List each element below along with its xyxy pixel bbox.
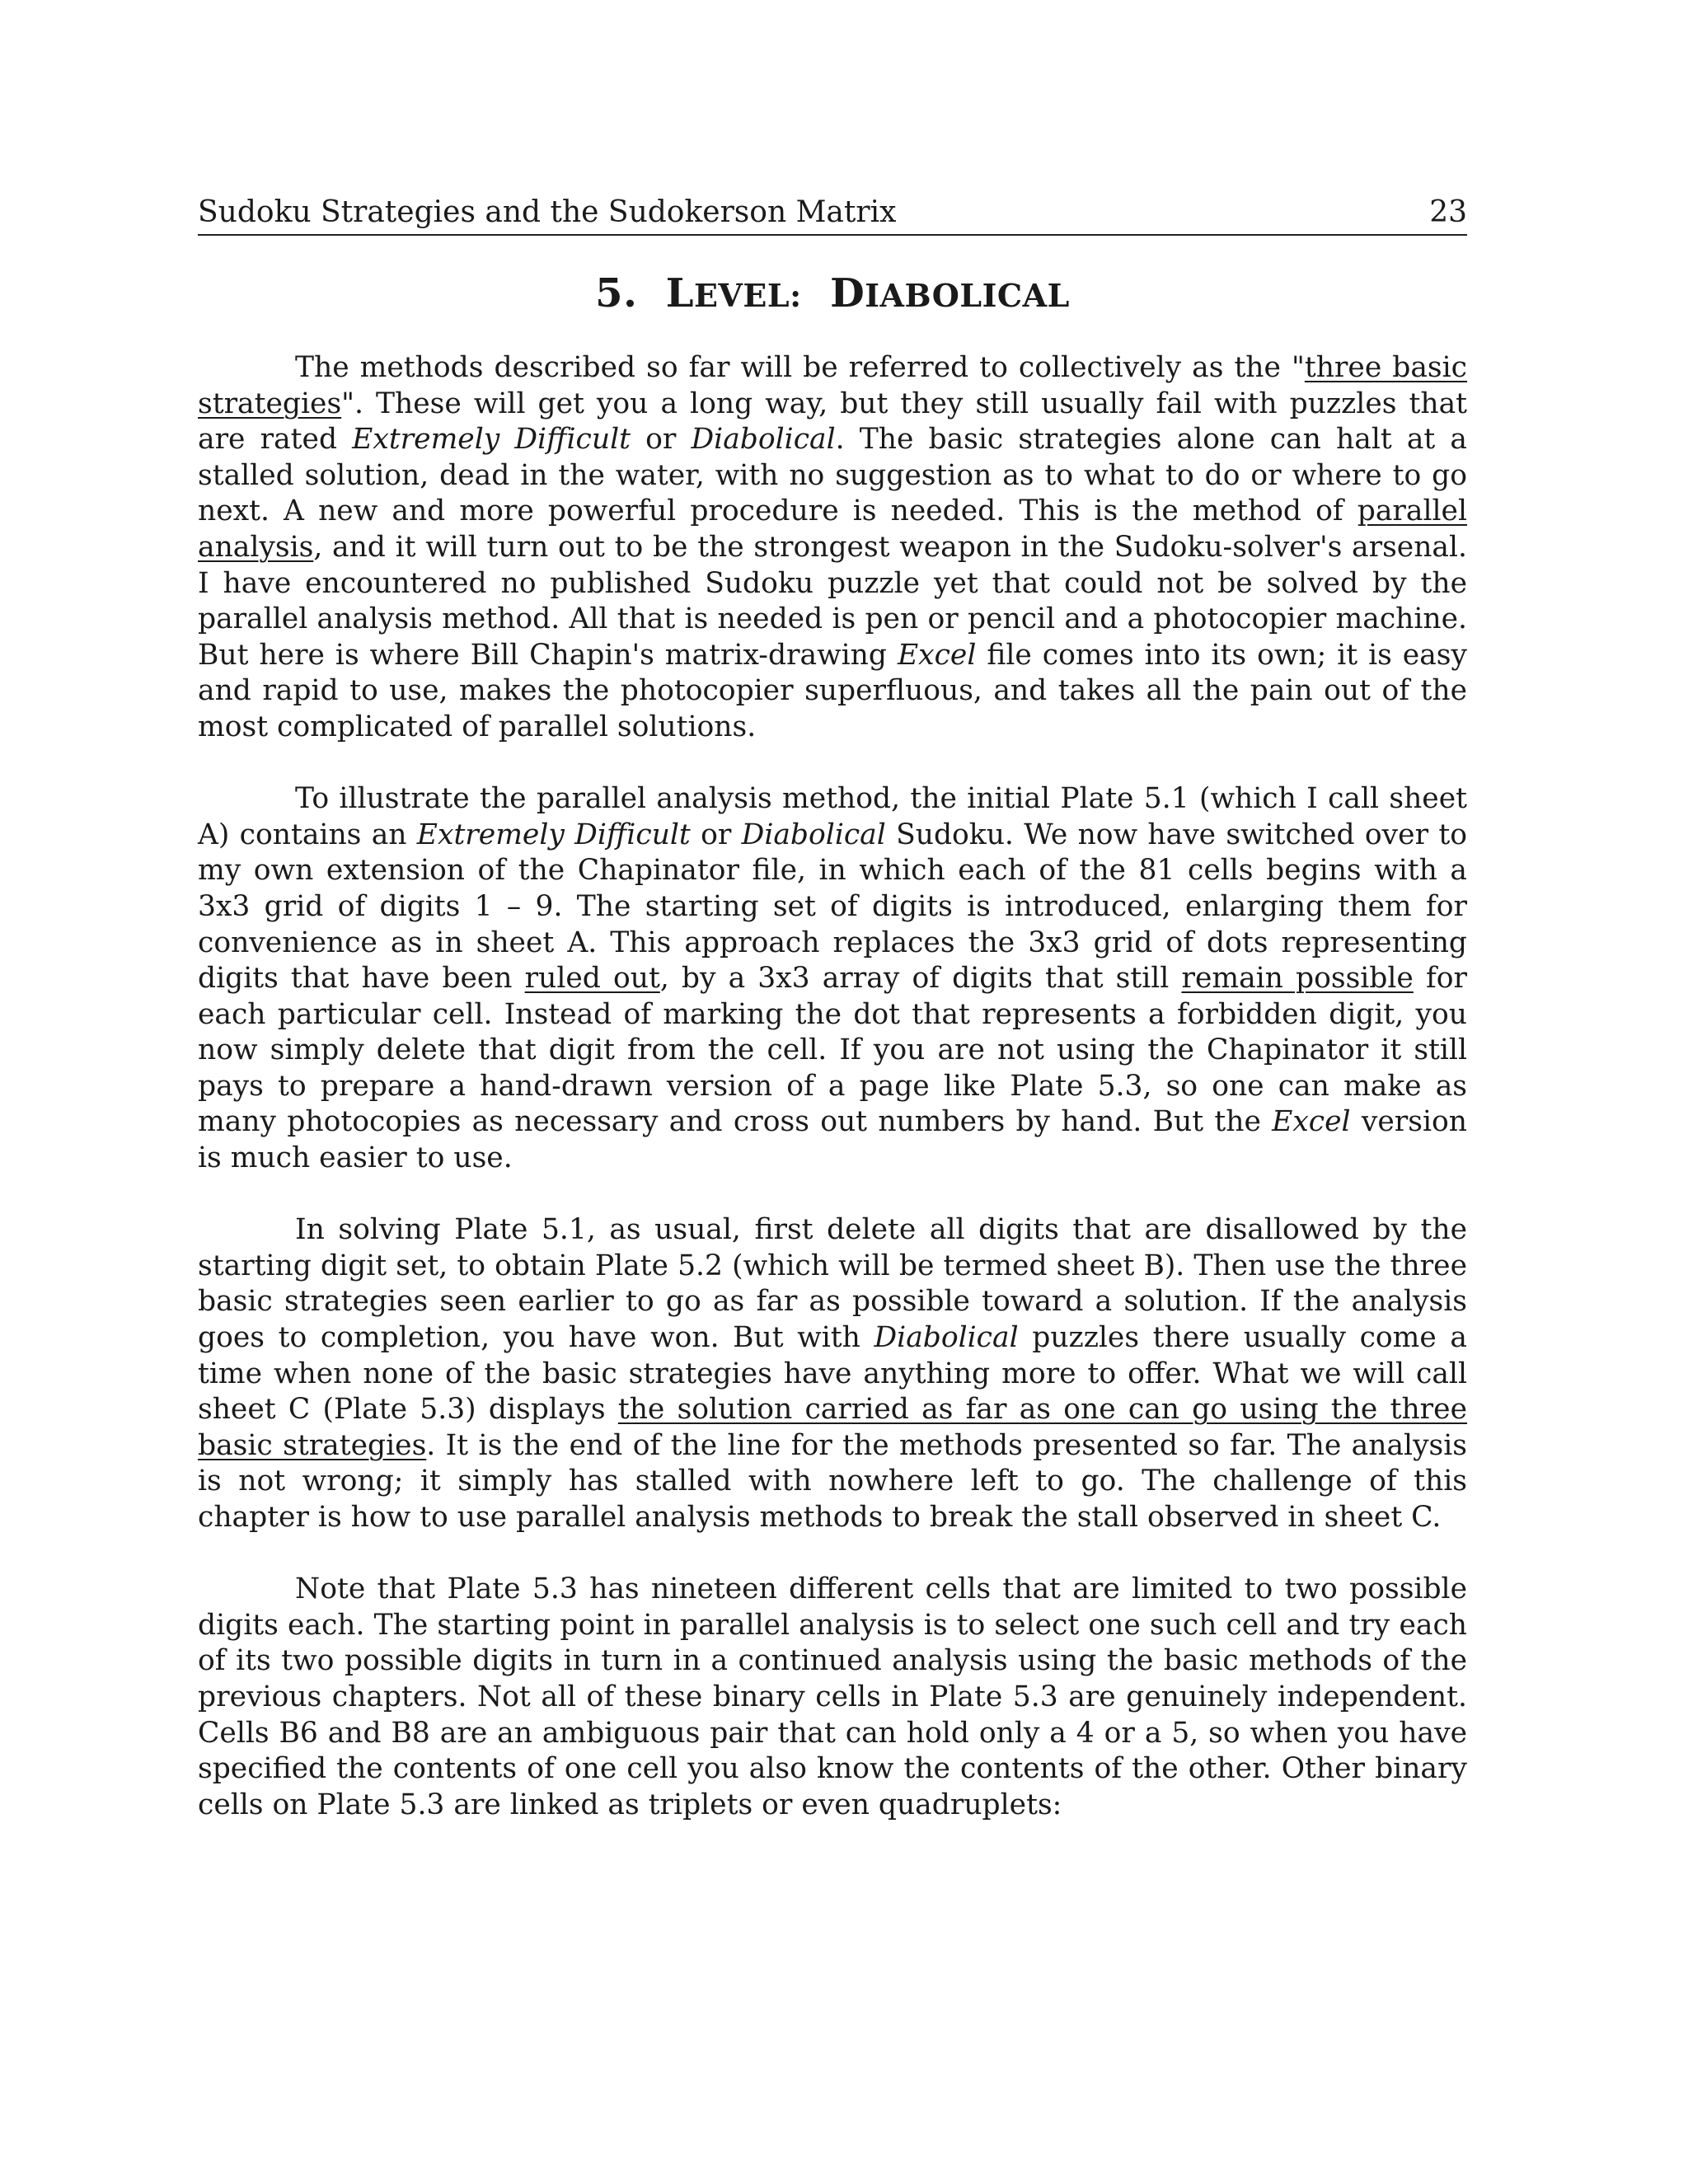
paragraph	[198, 1572, 1467, 1823]
italic-phrase: Diabolical	[741, 818, 886, 851]
paragraph	[198, 781, 1467, 1177]
underlined-phrase: remain possible	[1181, 962, 1414, 996]
italic-phrase: Extremely Difficult	[416, 818, 691, 851]
text-run: for each particular cell. Instead of marking the dot that represents a forbidden digit, you now simply delete that digit from the cell. If you are not using the Chapinator it still pays to prepare a hand-drawn version of a page like Plate 5.3, so one can make as many photocopies as necessary and cross out numbers by hand. But the	[198, 962, 1468, 1139]
paragraph	[198, 350, 1467, 746]
text-run: . The basic strategies alone can halt at a stalled solution, dead in the water, with no suggestion as to what to do or where to go next. A new and more powerful procedure is needed. This is the method of	[198, 423, 1467, 528]
text-run: ". These will get you a long way, but they still usually fail with puzzles that are rated	[198, 387, 1467, 457]
text-run: To illustrate the parallel analysis method, the initial Plate 5.1 (which I call sheet A) contains an	[198, 782, 1467, 851]
italic-phrase: Excel	[1272, 1105, 1351, 1139]
underlined-phrase: the solution carried as far as one can go using the three basic strategies	[198, 1393, 1467, 1462]
title-rest-level: EVEL:	[693, 277, 802, 314]
text-run: , and it will turn out to be the strongest weapon in the Sudoku-solver's arsenal. I have encountered no published Sudoku puzzle yet that could not be solved by the parallel analysis method. All that is needed is pen or pencil and a photocopier machine. But here is where Bill Chapin's matrix-drawing	[198, 530, 1467, 672]
text-run: or	[690, 818, 742, 851]
title-initial-d: D	[830, 270, 865, 316]
text-run: Note that Plate 5.3 has nineteen different cells that are limited to two possible digits each. The starting point in parallel analysis is to select one such cell and try each of its two possible digits in turn in a continued analysis using the basic methods of the previous chapters. Not all of these binary cells in Plate 5.3 are genuinely independent. Cells B6 and B8 are an ambiguous pair that can hold only a 4 or a 5, so when you have specified the contents of one cell you also know the contents of the other. Other binary cells on Plate 5.3 are linked as triplets or even quadruplets:	[198, 1572, 1467, 1821]
text-run: , by a 3x3 array of digits that still	[659, 962, 1182, 996]
text-run: or	[630, 423, 692, 457]
italic-phrase: Excel	[897, 638, 977, 672]
text-run: file comes into its own; it is easy and rapid to use, makes the photocopier superfluous, and takes all the pain out of the most complicated of parallel solutions.	[198, 638, 1467, 743]
running-header	[198, 191, 1467, 236]
italic-phrase: Diabolical	[691, 423, 836, 457]
text-run: version is much easier to use.	[198, 1105, 1467, 1175]
text-run: The methods described so far will be referred to collectively as the "	[295, 351, 1305, 384]
italic-phrase: Extremely Difficult	[352, 423, 631, 457]
running-title: Sudoku Strategies and the Sudokerson Matrix	[198, 195, 897, 229]
underlined-phrase: ruled out	[524, 962, 660, 996]
page-number: 23	[1429, 195, 1467, 229]
italic-phrase: Diabolical	[874, 1321, 1019, 1355]
paragraph	[198, 1212, 1467, 1535]
underlined-phrase: parallel analysis	[198, 494, 1467, 564]
title-initial-l: L	[665, 270, 694, 316]
text-run: Sudoku. We now have switched over to my own extension of the Chapinator file, in which each of the 81 cells begins with a 3x3 grid of digits 1 – 9. The starting set of digits is introduced, enlarging them for convenience as in sheet A. This approach replaces the 3x3 grid of dots representing digits that have been	[198, 818, 1467, 996]
text-run: . It is the end of the line for the methods presented so far. The analysis is not wrong; it simply has stalled with nowhere left to go. The challenge of this chapter is how to use parallel analysis methods to break the stall observed in sheet C.	[198, 1428, 1467, 1534]
title-rest-diabolical: IABOLICAL	[865, 277, 1070, 314]
text-run: In solving Plate 5.1, as usual, first delete all digits that are disallowed by the starting digit set, to obtain Plate 5.2 (which will be termed sheet B). Then use the three basic strategies seen earlier to go as far as possible toward a solution. If the analysis goes to completion, you have won. But with	[198, 1213, 1467, 1355]
body-text	[198, 350, 1467, 1859]
chapter-title	[198, 269, 1467, 321]
chapter-number: 5.	[595, 270, 638, 316]
underlined-phrase: three basic strategies	[198, 351, 1467, 420]
text-run: puzzles there usually come a time when none of the basic strategies have anything more to offer. What we will call sheet C (Plate 5.3) displays	[198, 1321, 1467, 1427]
